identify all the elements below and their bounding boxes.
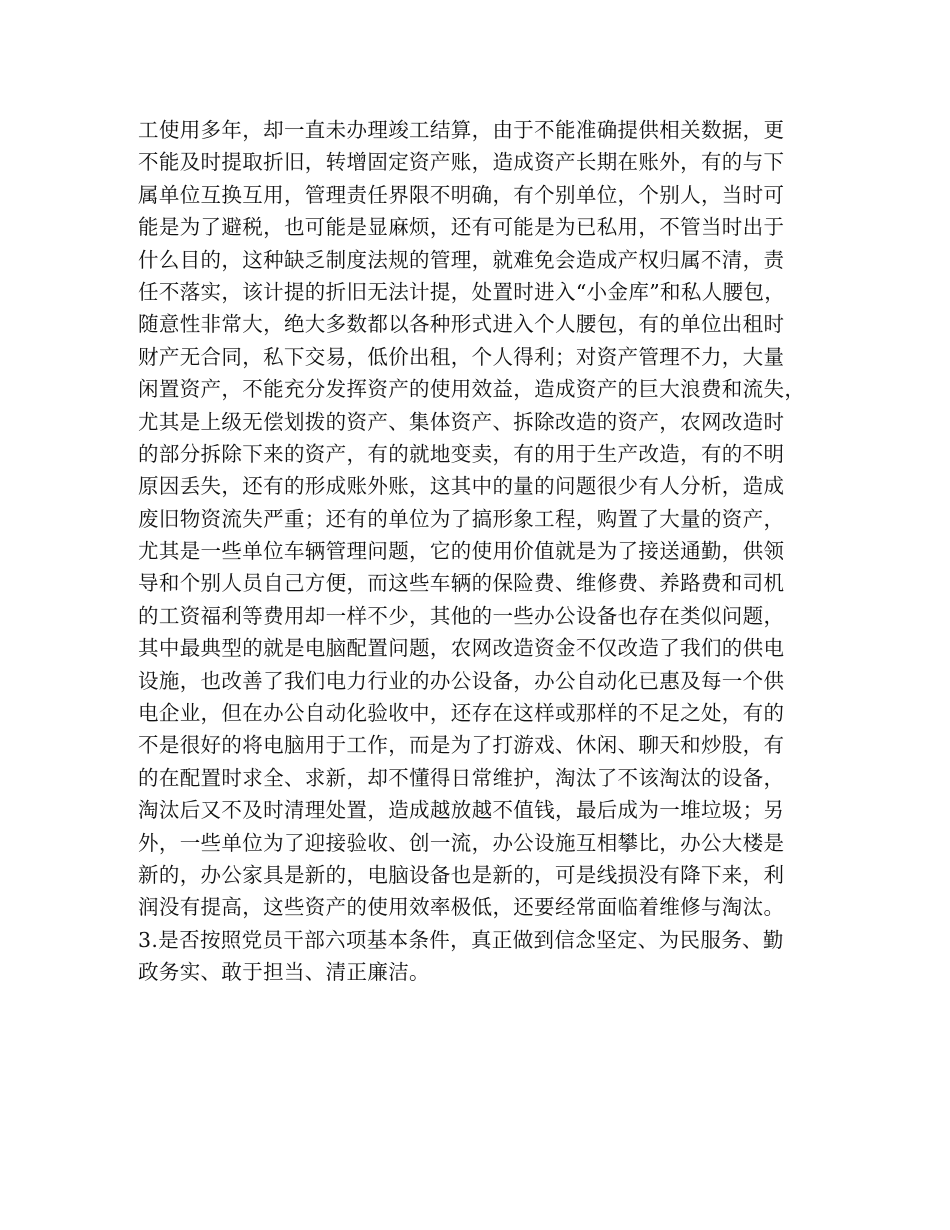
text-line-24: 新的，办公家具是新的，电脑设备也是新的，可是线损没有降下来，利 [138, 862, 785, 887]
text-line-16: 的工资福利等费用却一样不少，其他的一些办公设备也存在类似问题， [138, 603, 785, 628]
text-line-2: 不能及时提取折旧，转增固定资产账，造成资产长期在账外，有的与下 [138, 150, 785, 175]
text-line-14: 尤其是一些单位车辆管理问题，它的使用价值就是为了接送通勤，供领 [138, 539, 785, 564]
text-line-25: 润没有提高，这些资产的使用效率极低，还要经常面临着维修与淘汰。 [138, 895, 785, 920]
text-line-19: 电企业，但在办公自动化验收中，还存在这样或那样的不足之处，有的 [138, 701, 785, 726]
text-line-27: 政务实、敢于担当、清正廉洁。 [138, 960, 430, 985]
body-text [138, 114, 838, 989]
text-line-10: 尤其是上级无偿划拨的资产、集体资产、拆除改造的资产，农网改造时 [138, 409, 785, 434]
text-line-26: 3.是否按照党员干部六项基本条件，真正做到信念坚定、为民服务、勤 [138, 927, 784, 952]
text-line-1: 工使用多年，却一直未办理竣工结算，由于不能准确提供相关数据，更 [138, 118, 785, 142]
text-line-4: 能是为了避税，也可能是显麻烦，还有可能是为已私用，不管当时出于 [138, 215, 785, 240]
text-line-22: 淘汰后又不及时清理处置，造成越放越不值钱，最后成为一堆垃圾；另 [138, 798, 785, 823]
text-line-8: 财产无合同，私下交易，低价出租，个人得利；对资产管理不力，大量 [138, 344, 785, 369]
text-line-17: 其中最典型的就是电脑配置问题，农网改造资金不仅改造了我们的供电 [138, 636, 785, 661]
text-line-3: 属单位互换互用，管理责任界限不明确，有个别单位，个别人，当时可 [138, 182, 785, 207]
text-line-7: 随意性非常大，绝大多数都以各种形式进入个人腰包，有的单位出租时 [138, 312, 785, 337]
text-line-15: 导和个别人员自己方便，而这些车辆的保险费、维修费、养路费和司机 [138, 571, 785, 596]
text-line-11: 的部分拆除下来的资产，有的就地变卖，有的用于生产改造，有的不明 [138, 441, 785, 466]
text-line-21: 的在配置时求全、求新，却不懂得日常维护，淘汰了不该淘汰的设备， [138, 765, 785, 790]
text-line-20: 不是很好的将电脑用于工作，而是为了打游戏、休闲、聊天和炒股，有 [138, 733, 785, 758]
text-line-12: 原因丢失，还有的形成账外账，这其中的量的问题很少有人分析，造成 [138, 474, 785, 499]
text-line-18: 设施，也改善了我们电力行业的办公设备，办公自动化已惠及每一个供 [138, 668, 785, 693]
text-line-9: 闲置资产，不能充分发挥资产的使用效益，造成资产的巨大浪费和流失， [138, 377, 806, 402]
text-line-6: 任不落实，该计提的折旧无法计提，处置时进入“小金库”和私人腰包， [138, 279, 786, 304]
text-line-5: 什么目的，这种缺乏制度法规的管理，就难免会造成产权归属不清，责 [138, 247, 785, 272]
text-line-23: 外，一些单位为了迎接验收、创一流，办公设施互相攀比，办公大楼是 [138, 830, 785, 855]
text-line-13: 废旧物资流失严重；还有的单位为了搞形象工程，购置了大量的资产， [138, 506, 785, 531]
